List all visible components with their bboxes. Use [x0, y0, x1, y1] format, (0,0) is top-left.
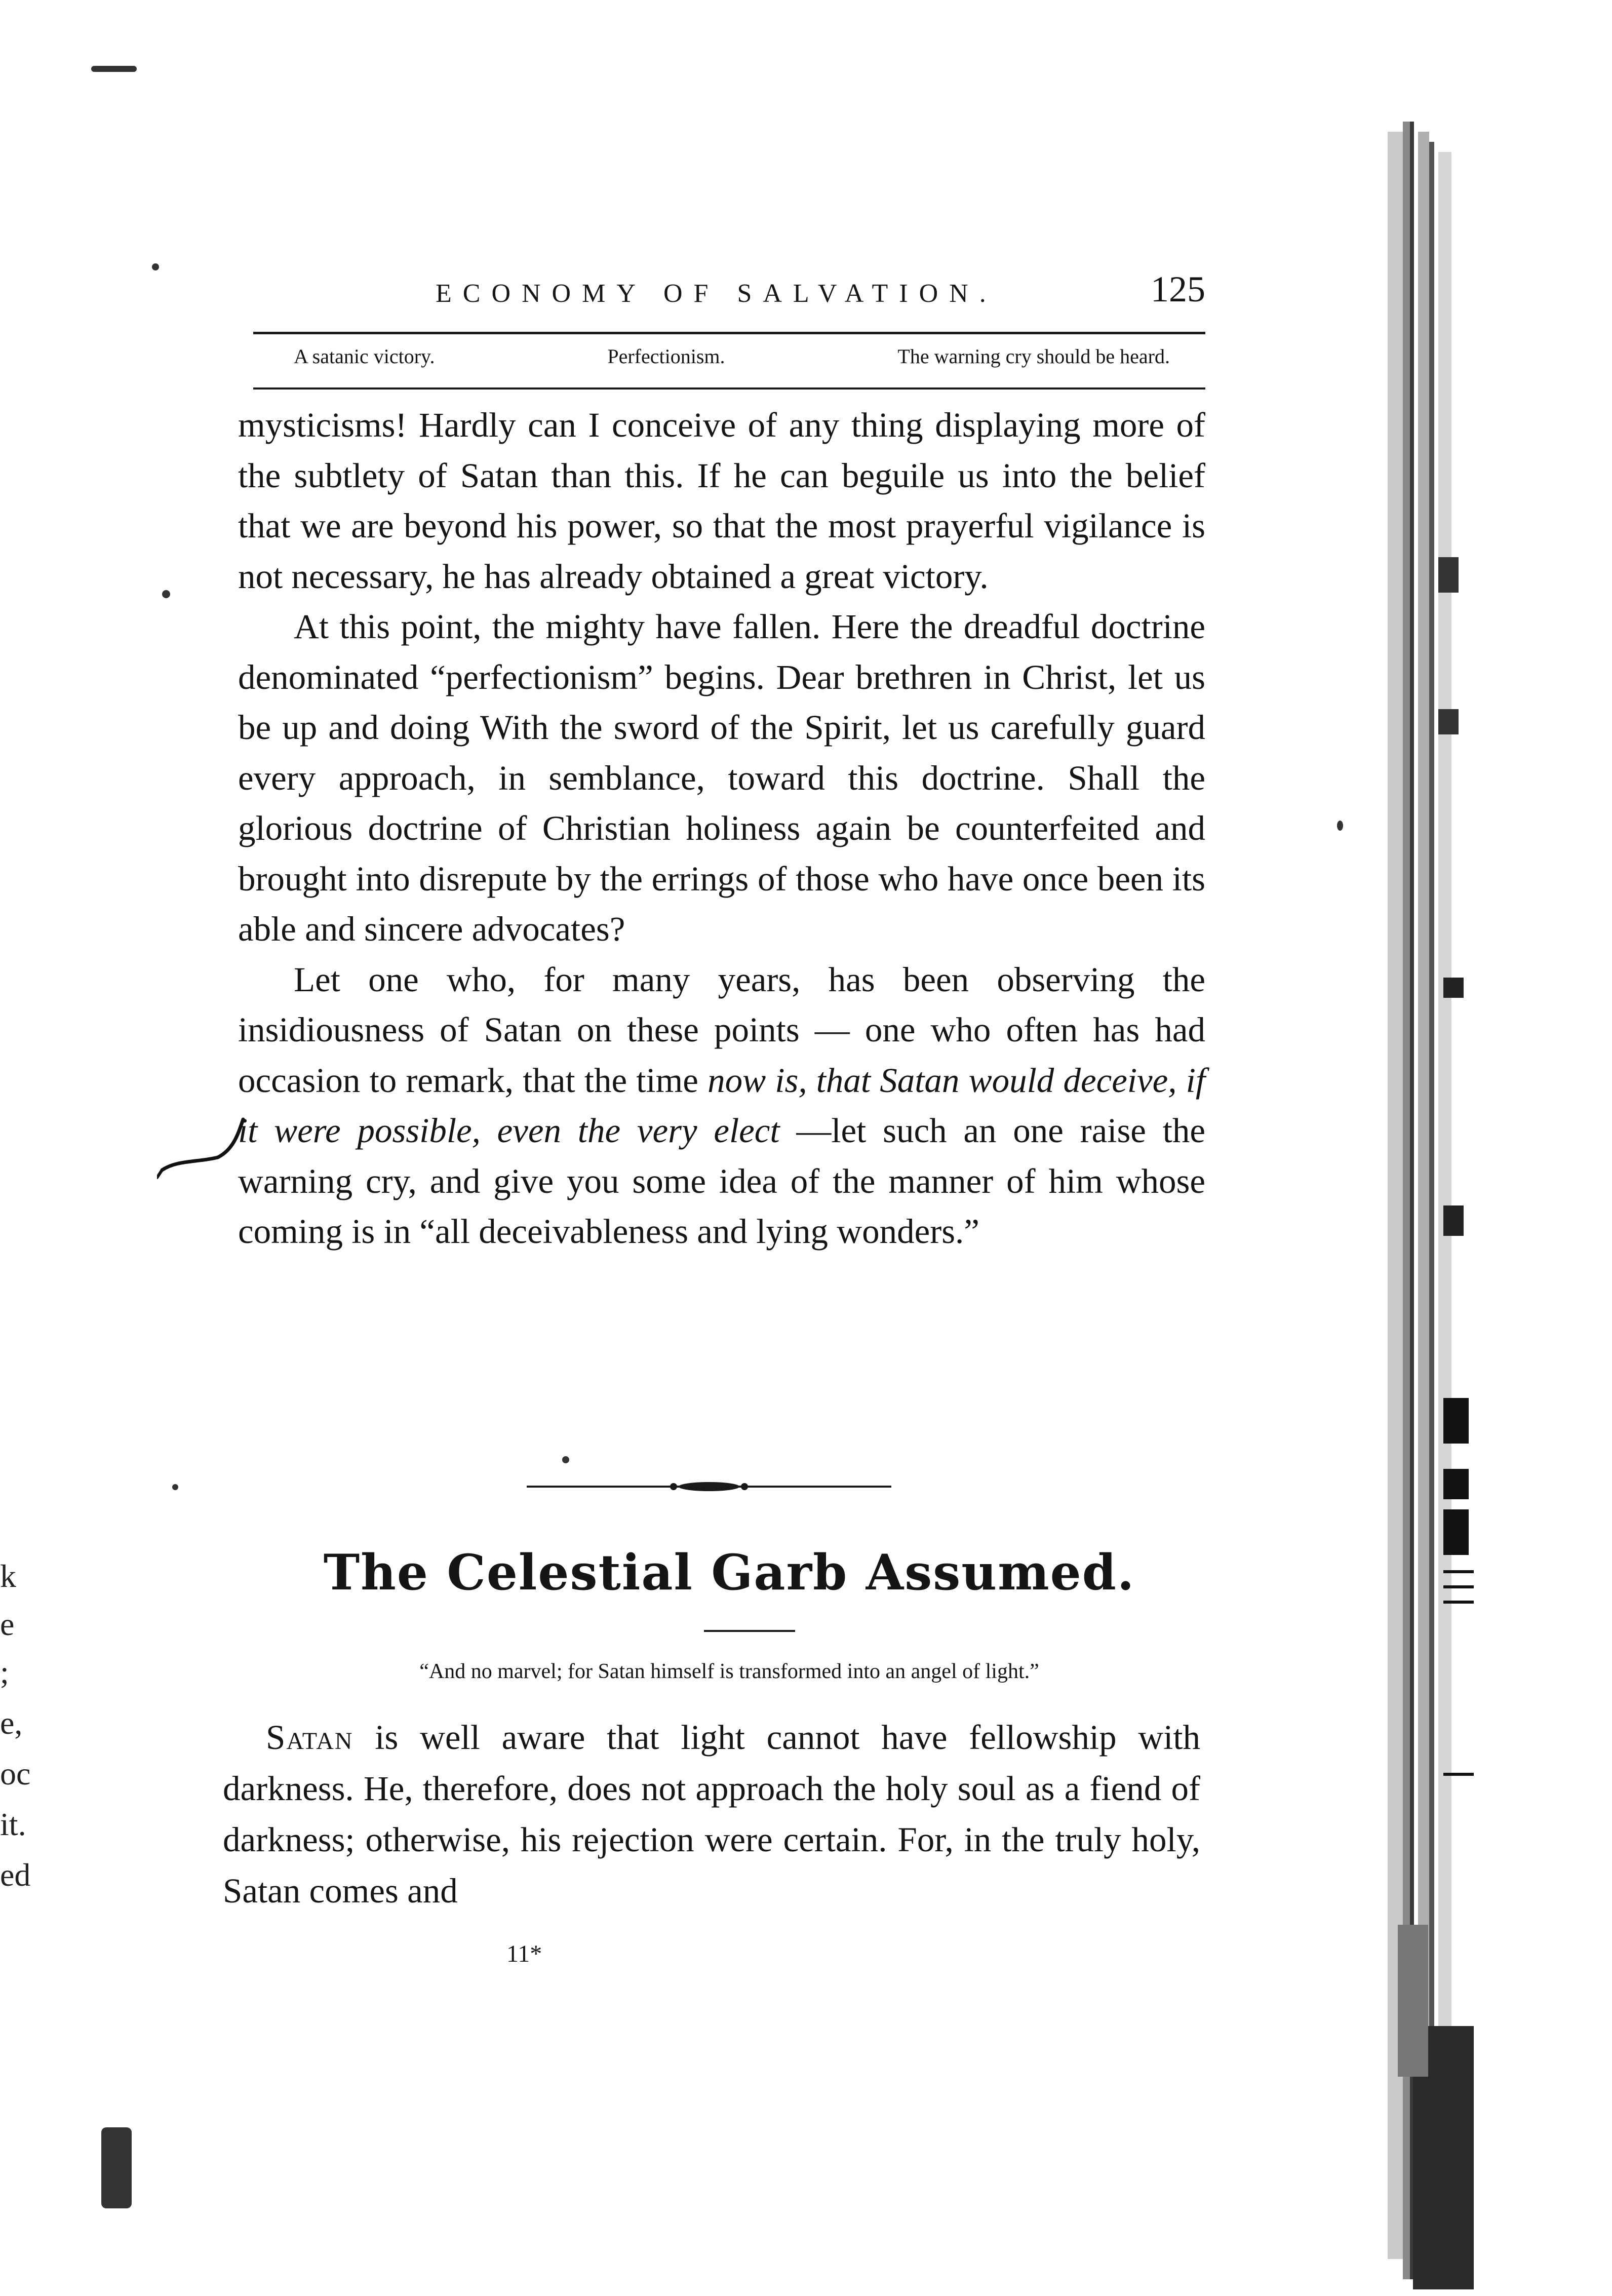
section-dropword: Satan	[266, 1718, 353, 1757]
section-paragraph	[223, 1712, 1200, 1917]
running-title: ECONOMY OF SALVATION.	[436, 279, 997, 308]
running-head	[253, 269, 1205, 314]
paragraph-3-italic: now is, that Satan would deceive, if it were possible, even the very elect	[238, 1061, 1205, 1150]
scan-speck	[91, 66, 137, 72]
fragment: e,	[0, 1705, 23, 1741]
paragraph-3	[238, 955, 1205, 1257]
scan-speck	[162, 590, 170, 598]
header-rule-top	[253, 332, 1205, 334]
scan-speck	[101, 2127, 132, 2208]
fragment: it.	[0, 1806, 26, 1842]
page-number: 125	[1151, 269, 1205, 309]
paragraph-3-text-b: —let such an one raise the warning cry, and give you some idea of the manner of him whose coming is in “all deceivableness and lying wonders.”	[238, 1111, 1205, 1251]
scan-edge-noise	[1367, 101, 1535, 2296]
topic-3: The warning cry should be heard.	[897, 345, 1170, 368]
section-title-rule	[704, 1630, 795, 1632]
ornamental-divider	[527, 1479, 891, 1494]
section-paragraph-text: is well aware that light cannot have fellowship with darkness. He, therefore, does not approach the holy soul as a fiend of darkness; otherwise, his rejection were certain. For, in the truly holy, Satan comes and	[223, 1718, 1200, 1910]
fragment: k	[0, 1558, 16, 1594]
scan-speck	[1337, 821, 1343, 831]
section-epigraph: “And no marvel; for Satan himself is transformed into an angel of light.”	[419, 1660, 1039, 1683]
scan-speck	[562, 1456, 569, 1463]
topic-1: A satanic victory.	[294, 345, 435, 368]
fragment: ed	[0, 1857, 31, 1893]
body-text	[238, 400, 1205, 1257]
section-title: The Celestial Garb Assumed.	[323, 1544, 1135, 1601]
paragraph-1: mysticisms! Hardly can I conceive of any thing displaying more of the subtlety of Satan than this. If he can beguile us into the belief that we are beyond his power, so that the most prayerful vigilance is not necessary, he has already obtained a great victory.	[238, 406, 1205, 596]
fragment: ;	[0, 1654, 9, 1690]
fragment: e	[0, 1606, 15, 1642]
paragraph-3-text-a: Let one who, for many years, has been observing the insidiousness of Satan on these points — one who often has had occasion to remark, that the time	[238, 960, 1205, 1100]
header-rule-bottom	[253, 387, 1205, 390]
handwritten-margin-mark	[157, 1114, 248, 1190]
scan-speck	[172, 1484, 178, 1490]
fragment: oc	[0, 1756, 31, 1792]
section-body	[223, 1712, 1200, 1917]
paragraph-2: At this point, the mighty have fallen. Here the dreadful doctrine denominated “perfectionism” begins. Dear brethren in Christ, let us be up and doing With the sword of the Spirit, let us carefully guard every approach, in semblance, toward this doctrine. Shall the glorious doctrine of Christian holiness again be counterfeited and brought into disrepute by the errings of those who have once been its able and sincere advocates?	[238, 607, 1205, 948]
printer-signature: 11*	[506, 1940, 542, 1967]
topic-2: Perfectionism.	[607, 345, 725, 368]
topic-summary	[253, 344, 1205, 380]
scan-speck	[152, 263, 159, 270]
